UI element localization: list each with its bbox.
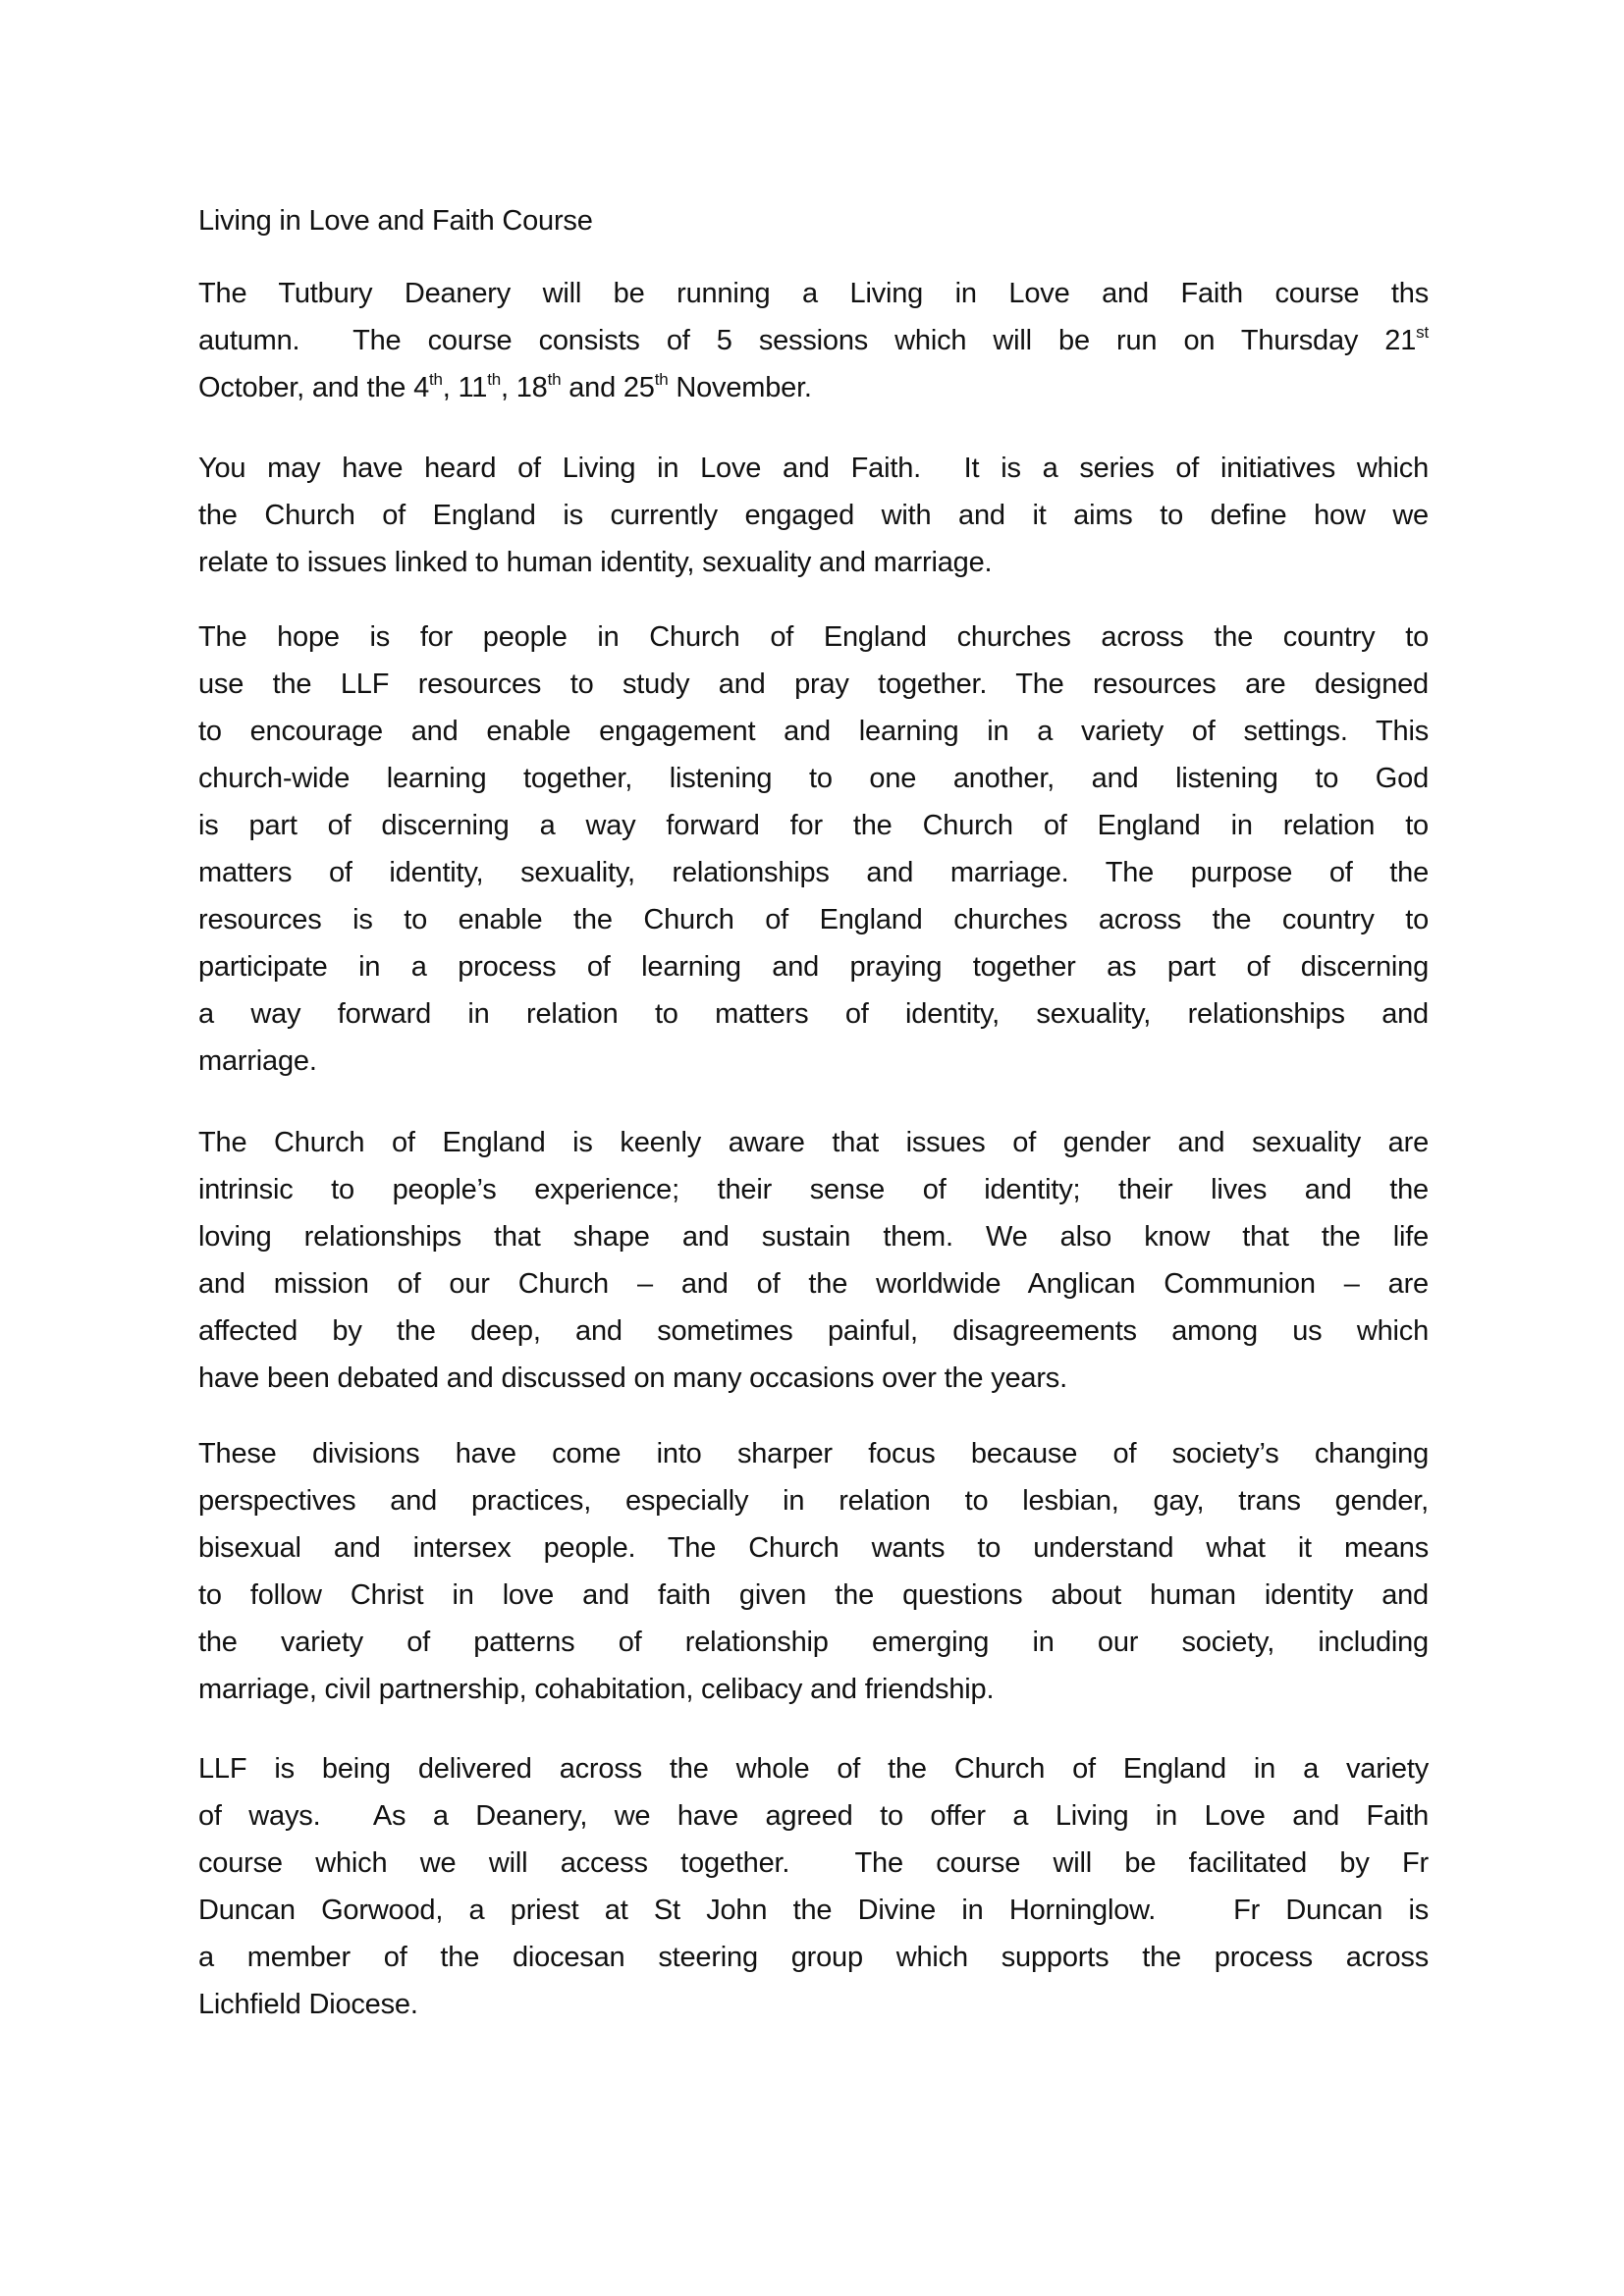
line-text: of ways. As a Deanery, we have agreed to offer a Living in Love and Faith xyxy=(198,1800,1429,1832)
line-text: The hope is for people in Church of England churches across the country to xyxy=(198,621,1429,653)
line-text: matters of identity, sexuality, relationships and marriage. The purpose of the xyxy=(198,857,1429,888)
paragraph-line xyxy=(198,1308,1429,1355)
paragraph-line xyxy=(198,1260,1429,1308)
paragraph-intro xyxy=(198,270,1429,411)
paragraph-line xyxy=(198,1477,1429,1524)
paragraph-line xyxy=(198,1038,1429,1085)
paragraph-line xyxy=(198,943,1429,990)
paragraph-line xyxy=(198,849,1429,896)
line-text: to follow Christ in love and faith given the questions about human identity and xyxy=(198,1579,1429,1611)
paragraph-hope xyxy=(198,614,1429,1085)
ordinal-suffix: st xyxy=(1416,323,1429,342)
paragraph-line xyxy=(198,1981,1429,2028)
paragraph-line xyxy=(198,614,1429,661)
ordinal-suffix: th xyxy=(547,370,562,389)
paragraph-heard-of-llf xyxy=(198,445,1429,586)
line-text: October, and the 4 xyxy=(198,372,430,403)
line-text: the Church of England is currently engaged with and it aims to define how we xyxy=(198,500,1429,531)
paragraph-line xyxy=(198,492,1429,539)
line-text: to encourage and enable engagement and learning in a variety of settings. This xyxy=(198,716,1429,747)
line-text: relate to issues linked to human identity, sexuality and marriage. xyxy=(198,547,993,578)
line-text: marriage. xyxy=(198,1045,317,1077)
paragraph-line xyxy=(198,1119,1429,1166)
ordinal-suffix: th xyxy=(654,370,669,389)
paragraph-line xyxy=(198,1355,1429,1402)
line-text: use the LLF resources to study and pray together. The resources are designed xyxy=(198,668,1429,700)
line-text: church-wide learning together, listening to one another, and listening to God xyxy=(198,763,1429,794)
line-text: course which we will access together. The course will be facilitated by Fr xyxy=(198,1847,1429,1879)
line-text: affected by the deep, and sometimes painful, disagreements among us which xyxy=(198,1315,1429,1347)
line-text: These divisions have come into sharper focus because of society’s changing xyxy=(198,1438,1429,1469)
ordinal-suffix: th xyxy=(487,370,501,389)
paragraph-line xyxy=(198,896,1429,943)
line-text: a member of the diocesan steering group which supports the process across xyxy=(198,1942,1429,1973)
line-text: , 11 xyxy=(442,372,488,403)
line-text: have been debated and discussed on many occasions over the years. xyxy=(198,1362,1067,1394)
paragraph-line xyxy=(198,755,1429,802)
line-text: You may have heard of Living in Love and Faith. It is a series of initiatives which xyxy=(198,453,1429,484)
line-text: November. xyxy=(668,372,812,403)
document-title: Living in Love and Faith Course xyxy=(198,205,593,237)
paragraph-line xyxy=(198,445,1429,492)
line-text: LLF is being delivered across the whole of the Church of England in a variety xyxy=(198,1753,1429,1785)
paragraph-keenly-aware xyxy=(198,1119,1429,1402)
paragraph-line xyxy=(198,317,1429,364)
paragraph-line xyxy=(198,1934,1429,1981)
paragraph-line xyxy=(198,1840,1429,1887)
line-text: resources is to enable the Church of England churches across the country to xyxy=(198,904,1429,935)
paragraph-line xyxy=(198,1213,1429,1260)
line-text: and 25 xyxy=(561,372,655,403)
paragraph-delivery xyxy=(198,1745,1429,2028)
paragraph-line xyxy=(198,539,1429,586)
paragraph-line xyxy=(198,661,1429,708)
document-title-block xyxy=(198,197,1429,244)
paragraph-line xyxy=(198,1745,1429,1792)
paragraph-line xyxy=(198,1792,1429,1840)
paragraph-line xyxy=(198,1430,1429,1477)
line-text: perspectives and practices, especially in relation to lesbian, gay, trans gender, xyxy=(198,1485,1429,1517)
line-text: the variety of patterns of relationship emerging in our society, including xyxy=(198,1627,1429,1658)
paragraph-line xyxy=(198,1572,1429,1619)
paragraph-divisions xyxy=(198,1430,1429,1713)
paragraph-line xyxy=(198,1166,1429,1213)
ordinal-suffix: th xyxy=(429,370,443,389)
paragraph-line xyxy=(198,990,1429,1038)
line-text: a way forward in relation to matters of identity, sexuality, relationships and xyxy=(198,998,1429,1030)
line-text: loving relationships that shape and sustain them. We also know that the life xyxy=(198,1221,1429,1253)
paragraph-line xyxy=(198,270,1429,317)
paragraph-line xyxy=(198,1887,1429,1934)
line-text: intrinsic to people’s experience; their sense of identity; their lives and the xyxy=(198,1174,1429,1205)
line-text: Lichfield Diocese. xyxy=(198,1989,418,2020)
line-text: The Church of England is keenly aware that issues of gender and sexuality are xyxy=(198,1127,1429,1158)
line-text: autumn. The course consists of 5 sessions which will be run on Thursday 21 xyxy=(198,325,1417,356)
line-text: is part of discerning a way forward for the Church of England in relation to xyxy=(198,810,1429,841)
line-text: bisexual and intersex people. The Church wants to understand what it means xyxy=(198,1532,1429,1564)
paragraph-line xyxy=(198,1524,1429,1572)
paragraph-line xyxy=(198,1666,1429,1713)
paragraph-line xyxy=(198,802,1429,849)
line-text: marriage, civil partnership, cohabitation, celibacy and friendship. xyxy=(198,1674,995,1705)
paragraph-line xyxy=(198,1619,1429,1666)
line-text: participate in a process of learning and praying together as part of discerning xyxy=(198,951,1429,983)
line-text: The Tutbury Deanery will be running a Living in Love and Faith course ths xyxy=(198,278,1429,309)
line-text: Duncan Gorwood, a priest at St John the Divine in Horninglow. Fr Duncan is xyxy=(198,1895,1429,1926)
line-text: , 18 xyxy=(501,372,548,403)
line-text: and mission of our Church – and of the worldwide Anglican Communion – are xyxy=(198,1268,1429,1300)
paragraph-line xyxy=(198,364,1429,411)
paragraph-line xyxy=(198,708,1429,755)
